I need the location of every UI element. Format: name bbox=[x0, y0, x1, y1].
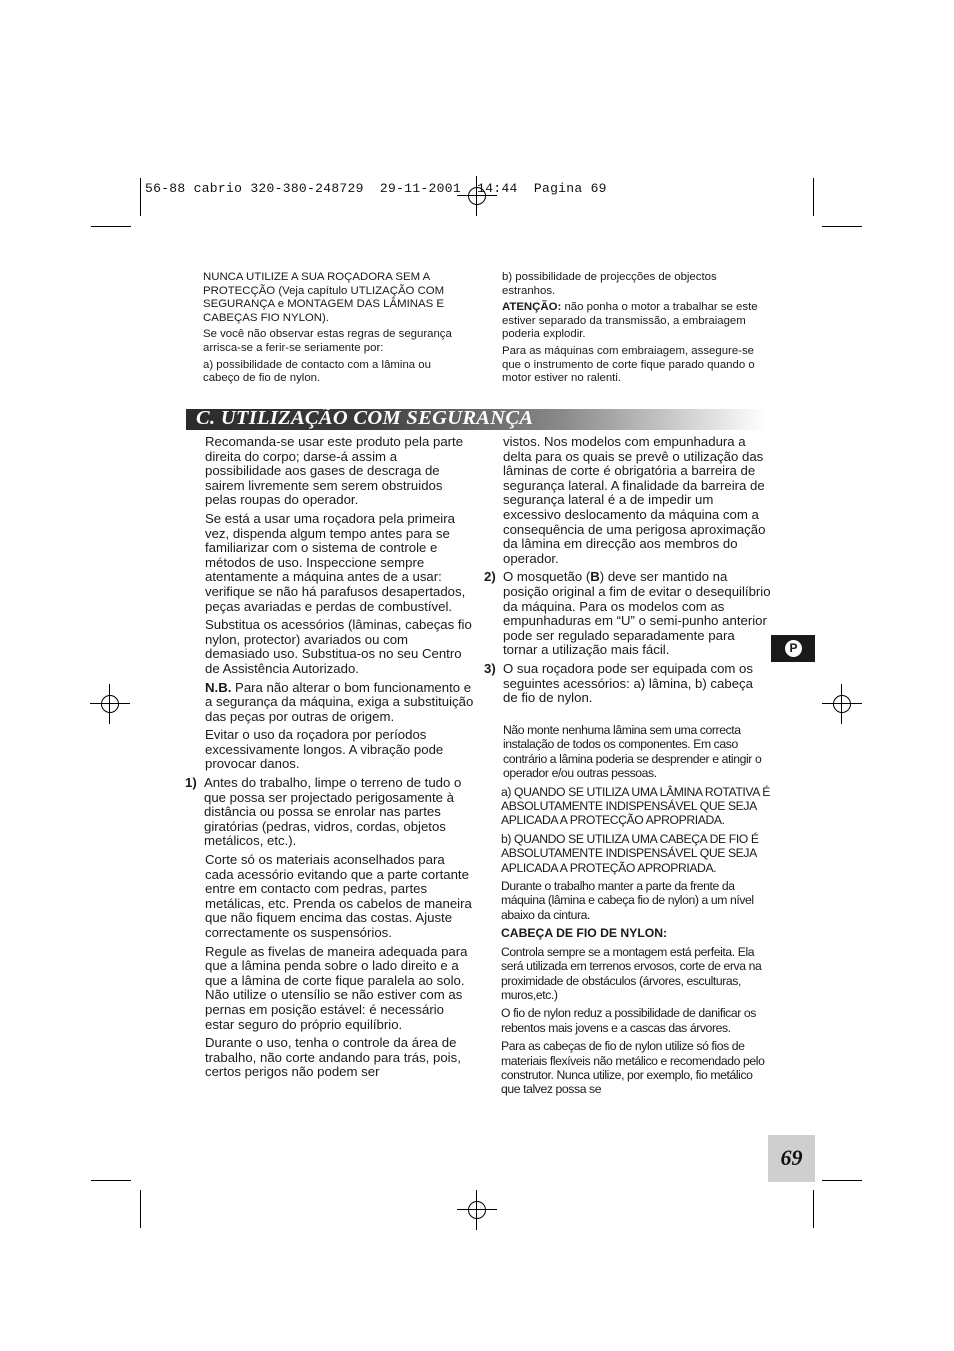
paragraph: Se está a usar uma roçadora pela primeira vez, dispenda algum tempo antes para se familiarizar com o sistema de controle e métodos de uso. Inspeccione sempre atentamente a máquina antes de a usar: verifique se não há parafusos desapertados, peças avariadas e perdas de combustível. bbox=[205, 510, 466, 614]
paragraph: a) possibilidade de contacto com a lâmina ou cabeço de fio de nylon. bbox=[203, 358, 431, 385]
crop-mark bbox=[91, 1180, 131, 1181]
page-number: 69 bbox=[780, 1145, 803, 1170]
paragraph: b) QUANDO SE UTILIZA UMA CABEÇA DE FIO É ABSOLUTAMENTE INDISPENSÁVEL QUE SEJA APLICADA A PROTEÇÃO APROPRIADA. bbox=[501, 831, 759, 875]
registration-mark-left bbox=[90, 684, 130, 724]
crop-mark bbox=[91, 226, 131, 227]
paragraph: Substitua os acessórios (lâminas, cabeças fio nylon, protector) avariados ou com demasiado uso. Substitua-os no seu Centro de Assistência Autorizado. bbox=[205, 617, 472, 676]
top-left-column bbox=[203, 271, 465, 389]
crop-mark bbox=[140, 1190, 141, 1228]
attention-label: ATENÇÃO: bbox=[502, 301, 562, 314]
item-number: 2) bbox=[484, 569, 496, 585]
paragraph: Corte só os materiais aconselhados para cada acessório evitando que a parte cortante entre em contacto com pedras, partes metálicas, etc. Prenda os cabelos de maneira que não fiquem encima das costas. Ajuste correctamente os suspensórios. bbox=[205, 852, 472, 940]
section-title: C. UTILIZAÇÃO COM SEGURANÇA bbox=[196, 407, 534, 429]
accessories-notes bbox=[501, 723, 771, 1101]
paragraph: Durante o uso, tenha o controle da área de trabalho, não corte andando para trás, pois, certos perigos não podem ser bbox=[205, 1035, 461, 1080]
paragraph: Se você não observar estas regras de segurança arrisca-se a ferir-se seriamente por: bbox=[203, 328, 452, 354]
main-left-column bbox=[185, 434, 475, 1084]
registration-mark-bottom bbox=[457, 1190, 497, 1230]
top-right-column bbox=[502, 271, 770, 389]
note-label: N.B. bbox=[205, 679, 232, 695]
crop-mark bbox=[140, 178, 141, 216]
language-tab bbox=[771, 635, 815, 662]
attention-paragraph: ATENÇÃO: não ponha o motor a trabalhar se este estiver separado da transmissão, a embraiagem poderia explodir. bbox=[502, 301, 758, 341]
crop-mark bbox=[822, 226, 862, 227]
paragraph: O fio de nylon reduz a possibilidade de danificar os rebentos mais jovens e a cascas das árvores. bbox=[501, 1006, 756, 1035]
paragraph: Recomanda-se usar este produto pela parte direita do corpo; darse-á assim a possibilidade aos gases de descraga de sairem livremente sem serem obstruidos pelas roupas do operador. bbox=[205, 434, 464, 508]
paragraph: Controla sempre se a montagem está perfeita. Ela será utilizada em terrenos ervosos, corte de erva na proximidade de obstáculos (árvores, esculturas, muros,etc.) bbox=[501, 944, 762, 1002]
paragraph: Para as máquinas com embraiagem, assegure-se que o instrumento de corte fique parado quando o motor estiver no ralenti. bbox=[502, 344, 755, 385]
print-header: 56-88 cabrio 320-380-248729 29-11-2001 14:44 Pagina 69 bbox=[145, 181, 607, 196]
paragraph: Durante o trabalho manter a parte da frente da máquina (lâmina e cabeça fio de nylon) a um nível abaixo da cintura. bbox=[501, 879, 754, 922]
numbered-item-2: 2) O mosquetão (B) deve ser mantido na posição original a fim de evitar o desequilíbrio da máquina. Para os modelos com as empunhaduras em “U” o semi-punho anterior pode ser regulado separadamente para tornar a utilização mais fácil. bbox=[484, 569, 771, 658]
paragraph: a) QUANDO SE UTILIZA UMA LÂMINA ROTATIVA É ABSOLUTAMENTE INDISPENSÁVEL QUE SEJA APLICADA A PROTECÇÃO APROPRIADA. bbox=[501, 784, 770, 828]
note-paragraph: N.B. Para não alterar o bom funcionamento e a segurança da máquina, exiga a substituição das peças por outras de origem. bbox=[205, 679, 474, 724]
paragraph: Para as cabeças de fio de nylon utilize só fios de materiais flexíveis não metálico e recomendado pelo construtor. Nunca utilize, por exemplo, fio metálico que talvez possa se bbox=[501, 1039, 765, 1097]
language-tab-letter: P bbox=[785, 640, 802, 657]
registration-mark-right bbox=[822, 684, 862, 724]
paragraph: vistos. Nos modelos com empunhadura a delta para os quais se prevê o utilização das lâminas de corte é obrigatória a barreira de segurança lateral. A finalidade da barreira de segurança lateral é a de impedir um excessivo deslocamento da máquina com a consequência de uma perigosa aproximação da lâmina em direcção aos membros do operador. bbox=[503, 434, 766, 566]
numbered-item-1: 1) Antes do trabalho, limpe o terreno de tudo o que possa ser projectado perigosamente à distância ou possa se enrolar nas partes giratórias (pedras, vidros, cordas, objetos metálicos, etc.). bbox=[185, 775, 462, 849]
paragraph: b) possibilidade de projecções de objectos estranhos. bbox=[502, 271, 717, 297]
crop-mark bbox=[813, 1190, 814, 1228]
paragraph: Regule as fivelas de maneira adequada para que a lâmina penda sobre o lado direito e a que a lâmina de corte fique paralela ao solo. Não utilize o utensílio se não estiver com as pernas em posição estável: é necessário estar seguro do próprio equilíbrio. bbox=[205, 943, 468, 1032]
paragraph: Não monte nenhuma lâmina sem uma correcta instalação de todos os componentes. Em caso contrário a lâmina poderia se desprender e atingir o operador e/ou outras pessoas. bbox=[503, 723, 762, 781]
page-number-box bbox=[768, 1135, 815, 1182]
item-number: 1) bbox=[185, 775, 197, 791]
paragraph: Evitar o uso da roçadora por períodos excessivamente longos. A vibração pode provocar danos. bbox=[205, 727, 444, 772]
crop-mark bbox=[822, 1180, 862, 1181]
section-banner bbox=[186, 409, 766, 430]
subheading: CABEÇA DE FIO DE NYLON: bbox=[501, 926, 668, 941]
warning-paragraph: NUNCA UTILIZE A SUA ROÇADORA SEM A PROTECÇÃO (Veja capítulo UTLIZAÇÃO COM SEGURANÇA e MONTAGEM DAS LÂMINAS E CABEÇAS FIO NYLON). bbox=[203, 271, 445, 324]
main-right-column bbox=[484, 434, 771, 710]
numbered-item-3: 3) O sua roçadora pode ser equipada com os seguintes acessórios: a) lâmina, b) cabeça de fio de nylon. bbox=[484, 660, 753, 706]
crop-mark bbox=[813, 178, 814, 216]
item-number: 3) bbox=[484, 660, 496, 676]
